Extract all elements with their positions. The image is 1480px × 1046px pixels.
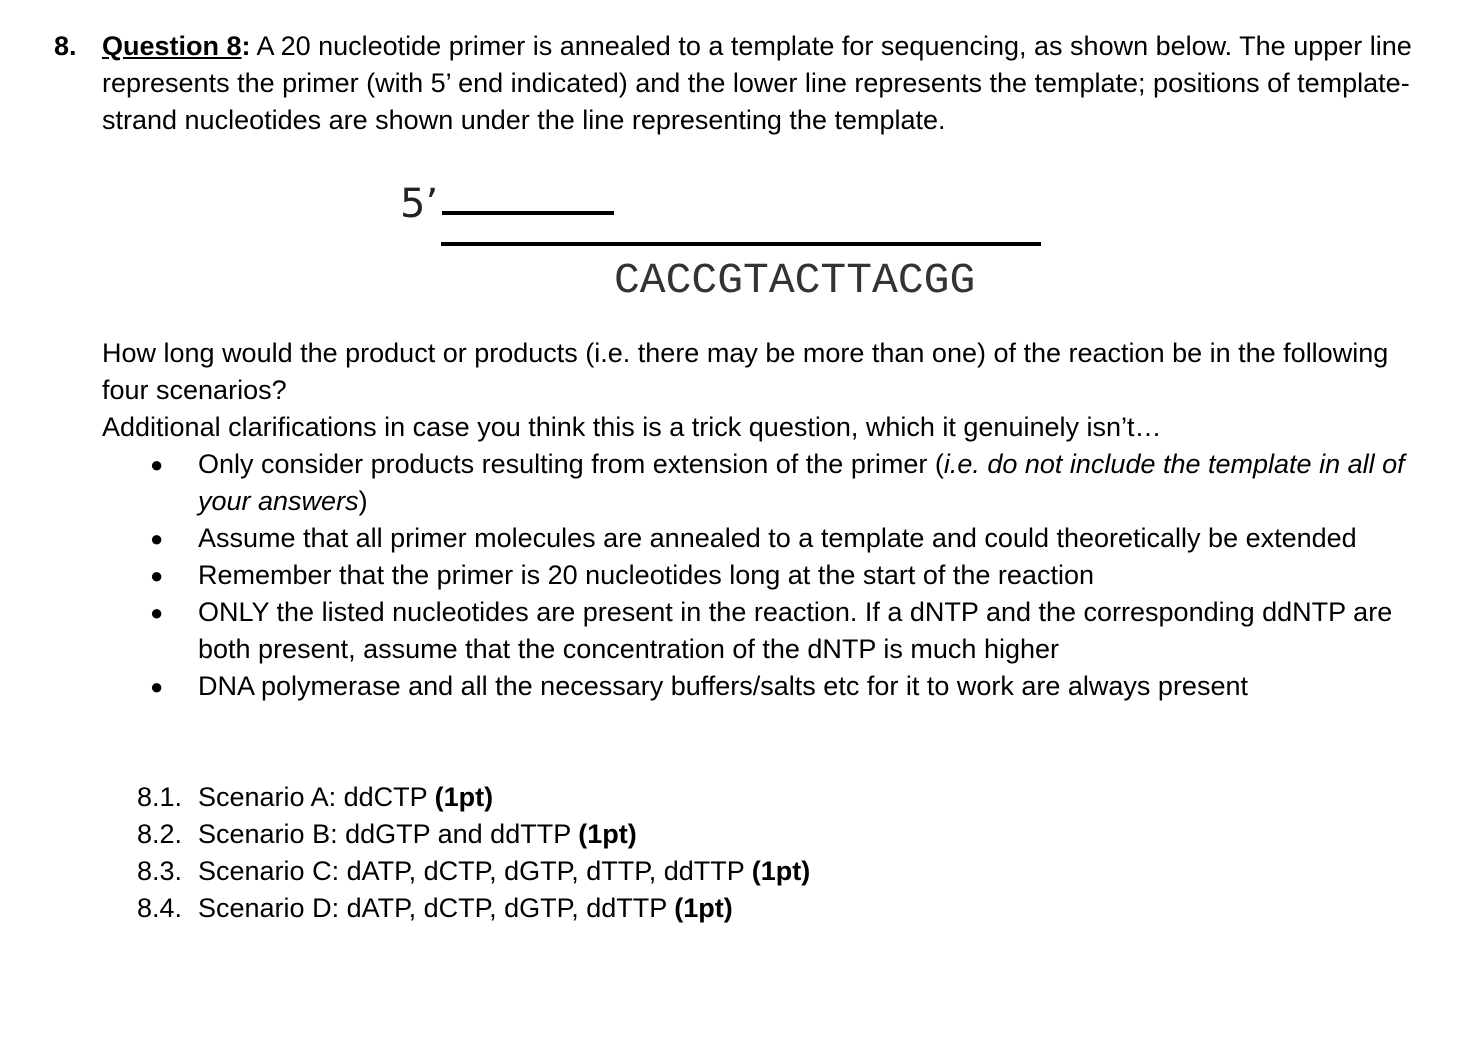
bullet-icon: ● [150,674,164,699]
question-prompt [102,335,1432,446]
clarification-text: DNA polymerase and all the necessary buffers/salts etc for it to work are always present [198,671,1248,701]
list-item [137,890,1137,927]
scenario-text: Scenario B: ddGTP and ddTTP [198,819,579,849]
five-prime-label: 5’ [400,181,439,227]
clarification-text: Only consider products resulting from extension of the primer ( [198,449,944,479]
list-item [137,779,1137,816]
bullet-icon: ● [150,563,164,588]
primer-line [442,211,614,215]
clarification-text: Remember that the primer is 20 nucleotides long at the start of the reaction [198,560,1094,590]
scenario-list [137,779,1137,927]
bullet-icon: ● [150,452,164,477]
question-title-colon: : [241,31,251,61]
list-item [150,668,1440,705]
scenario-text: Scenario D: dATP, dCTP, dGTP, ddTTP [198,893,675,923]
template-sequence: CACCGTACTTACGG [614,256,976,305]
list-item [137,853,1137,890]
scenario-number: 8.2. [137,819,183,849]
clarification-text: ONLY the listed nucleotides are present in the reaction. If a dNTP and the corresponding ddNTP are both present, assume that the concentration of the dNTP is much higher [198,597,1393,664]
prompt-line-2: Additional clarifications in case you think this is a trick question, which it genuinely isn’t… [102,412,1162,442]
primer-template-diagram [0,0,1480,320]
question-number: 8. [54,31,77,61]
bullet-icon: ● [150,600,164,625]
question-title: Question 8 [102,31,242,61]
scenario-number: 8.3. [137,856,183,886]
question-text: A 20 nucleotide primer is annealed to a template for sequencing, as shown below. The upper line represents the primer (with 5’ end indicated) and the lower line represents the template; positions of template-strand nucleotides are shown under the line representing the template. [102,31,1412,135]
scenario-text: Scenario A: ddCTP [198,782,435,812]
scenario-number: 8.4. [137,893,183,923]
scenario-text: Scenario C: dATP, dCTP, dGTP, dTTP, ddTTP [198,856,752,886]
template-line [441,242,1041,246]
scenario-points: (1pt) [434,782,494,812]
list-item [137,816,1137,853]
bullet-icon: ● [150,526,164,551]
clarification-list [150,446,1440,705]
prompt-line-1: How long would the product or products (i.e. there may be more than one) of the reaction be in the following four scenarios? [102,338,1389,405]
clarification-text-end: ) [358,486,368,516]
list-item [150,557,1440,594]
scenario-points: (1pt) [674,893,733,923]
clarification-text: Assume that all primer molecules are annealed to a template and could theoretically be extended [198,523,1357,553]
clarification-italic-text: i.e. do not include the template in all of your answers [198,449,1405,516]
list-item [150,594,1440,668]
list-item [150,520,1440,557]
scenario-number: 8.1. [137,782,183,812]
scenario-points: (1pt) [578,819,637,849]
scenario-points: (1pt) [751,856,811,886]
list-item [150,446,1440,520]
